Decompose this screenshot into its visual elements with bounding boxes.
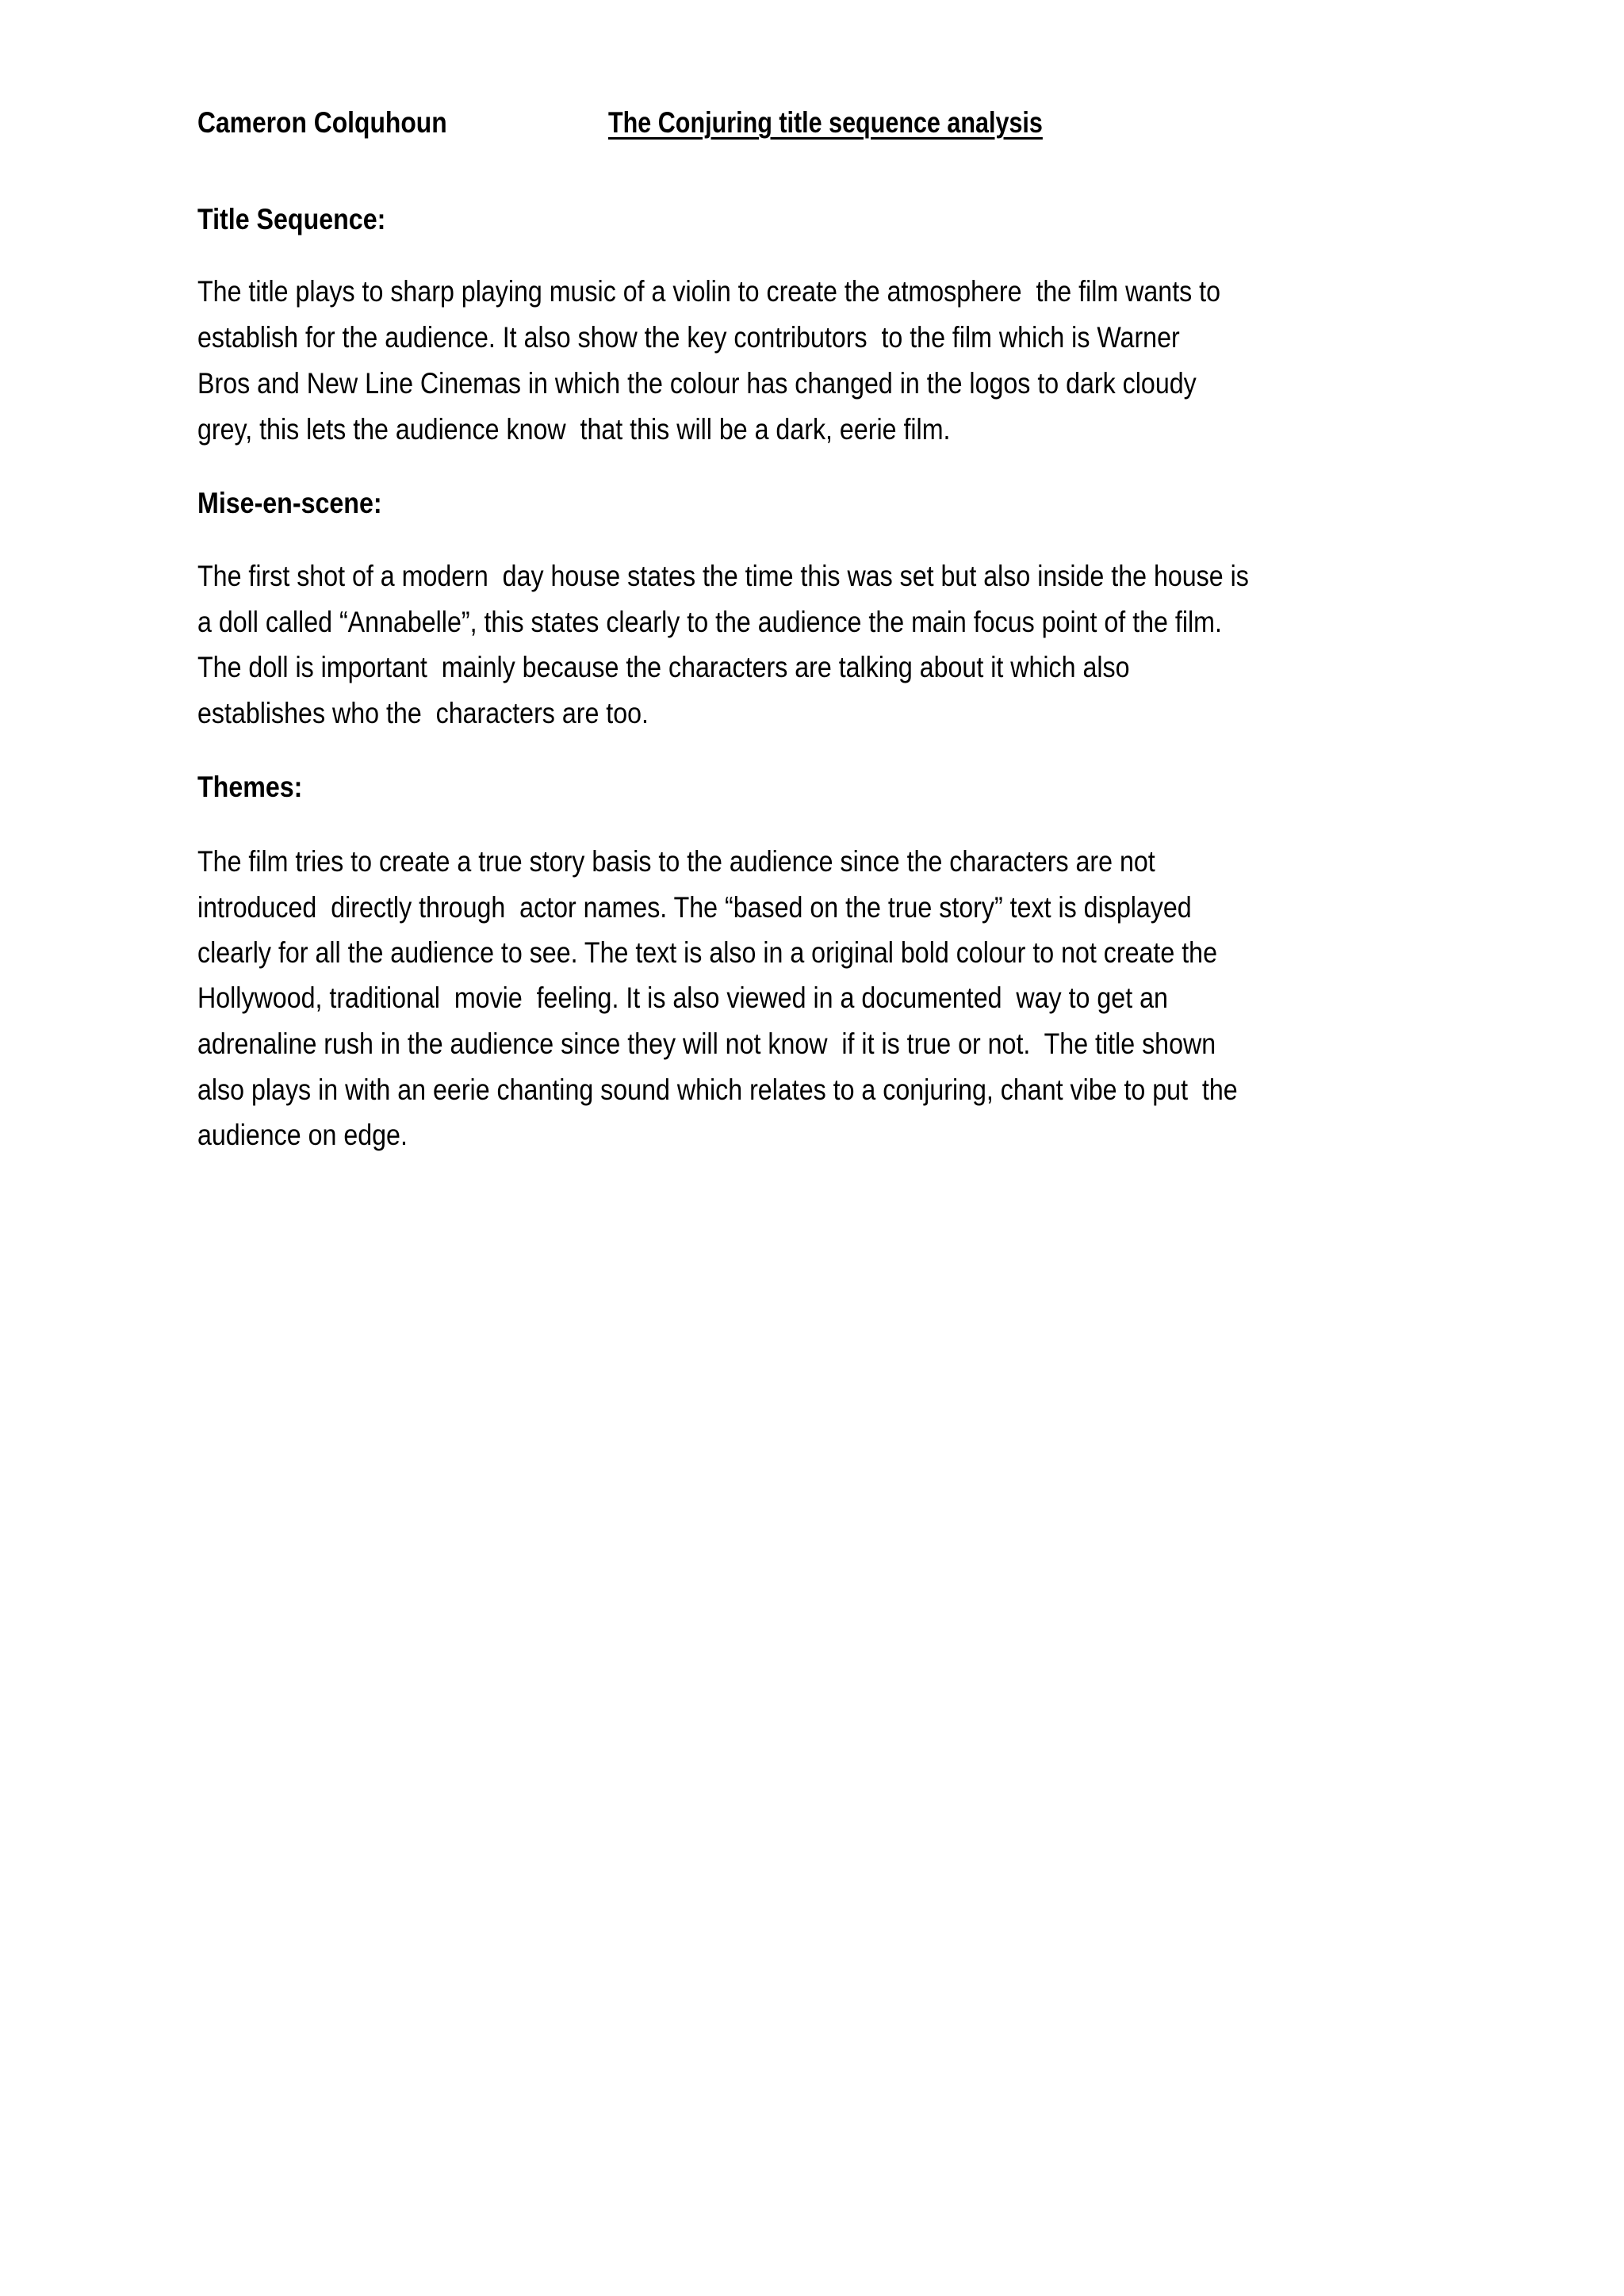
author-name: Cameron Colquhoun	[197, 106, 447, 139]
paragraph-line: adrenaline rush in the audience since they will not know if it is true or not. The title shown	[197, 1027, 1216, 1060]
section-heading-themes: Themes:	[197, 771, 303, 803]
paragraph-line: also plays in with an eerie chanting sound which relates to a conjuring, chant vibe to put the	[197, 1073, 1238, 1106]
paragraph-line: introduced directly through actor names. The “based on the true story” text is displayed	[197, 891, 1192, 924]
section-heading-mise-en-scene: Mise-en-scene:	[197, 487, 382, 519]
paragraph-line: The first shot of a modern day house states the time this was set but also inside the house is	[197, 560, 1249, 592]
paragraph-line: establishes who the characters are too.	[197, 697, 649, 729]
paragraph-line: Bros and New Line Cinemas in which the colour has changed in the logos to dark cloudy	[197, 367, 1197, 400]
paragraph-line: Hollywood, traditional movie feeling. It is also viewed in a documented way to get an	[197, 982, 1168, 1014]
paragraph-line: clearly for all the audience to see. The text is also in a original bold colour to not create the	[197, 936, 1217, 969]
paragraph-line: a doll called “Annabelle”, this states clearly to the audience the main focus point of the film.	[197, 606, 1222, 638]
paragraph-line: The title plays to sharp playing music of a violin to create the atmosphere the film wants to	[197, 275, 1221, 308]
paragraph-line: The film tries to create a true story basis to the audience since the characters are not	[197, 845, 1155, 878]
document-title: The Conjuring title sequence analysis	[608, 106, 1043, 139]
paragraph-line: grey, this lets the audience know that this will be a dark, eerie film.	[197, 413, 951, 446]
paragraph-line: establish for the audience. It also show the key contributors to the film which is Warner	[197, 321, 1180, 354]
paragraph-line: The doll is important mainly because the characters are talking about it which also	[197, 651, 1130, 683]
section-heading-title-sequence: Title Sequence:	[197, 203, 386, 235]
paragraph-line: audience on edge.	[197, 1119, 408, 1151]
